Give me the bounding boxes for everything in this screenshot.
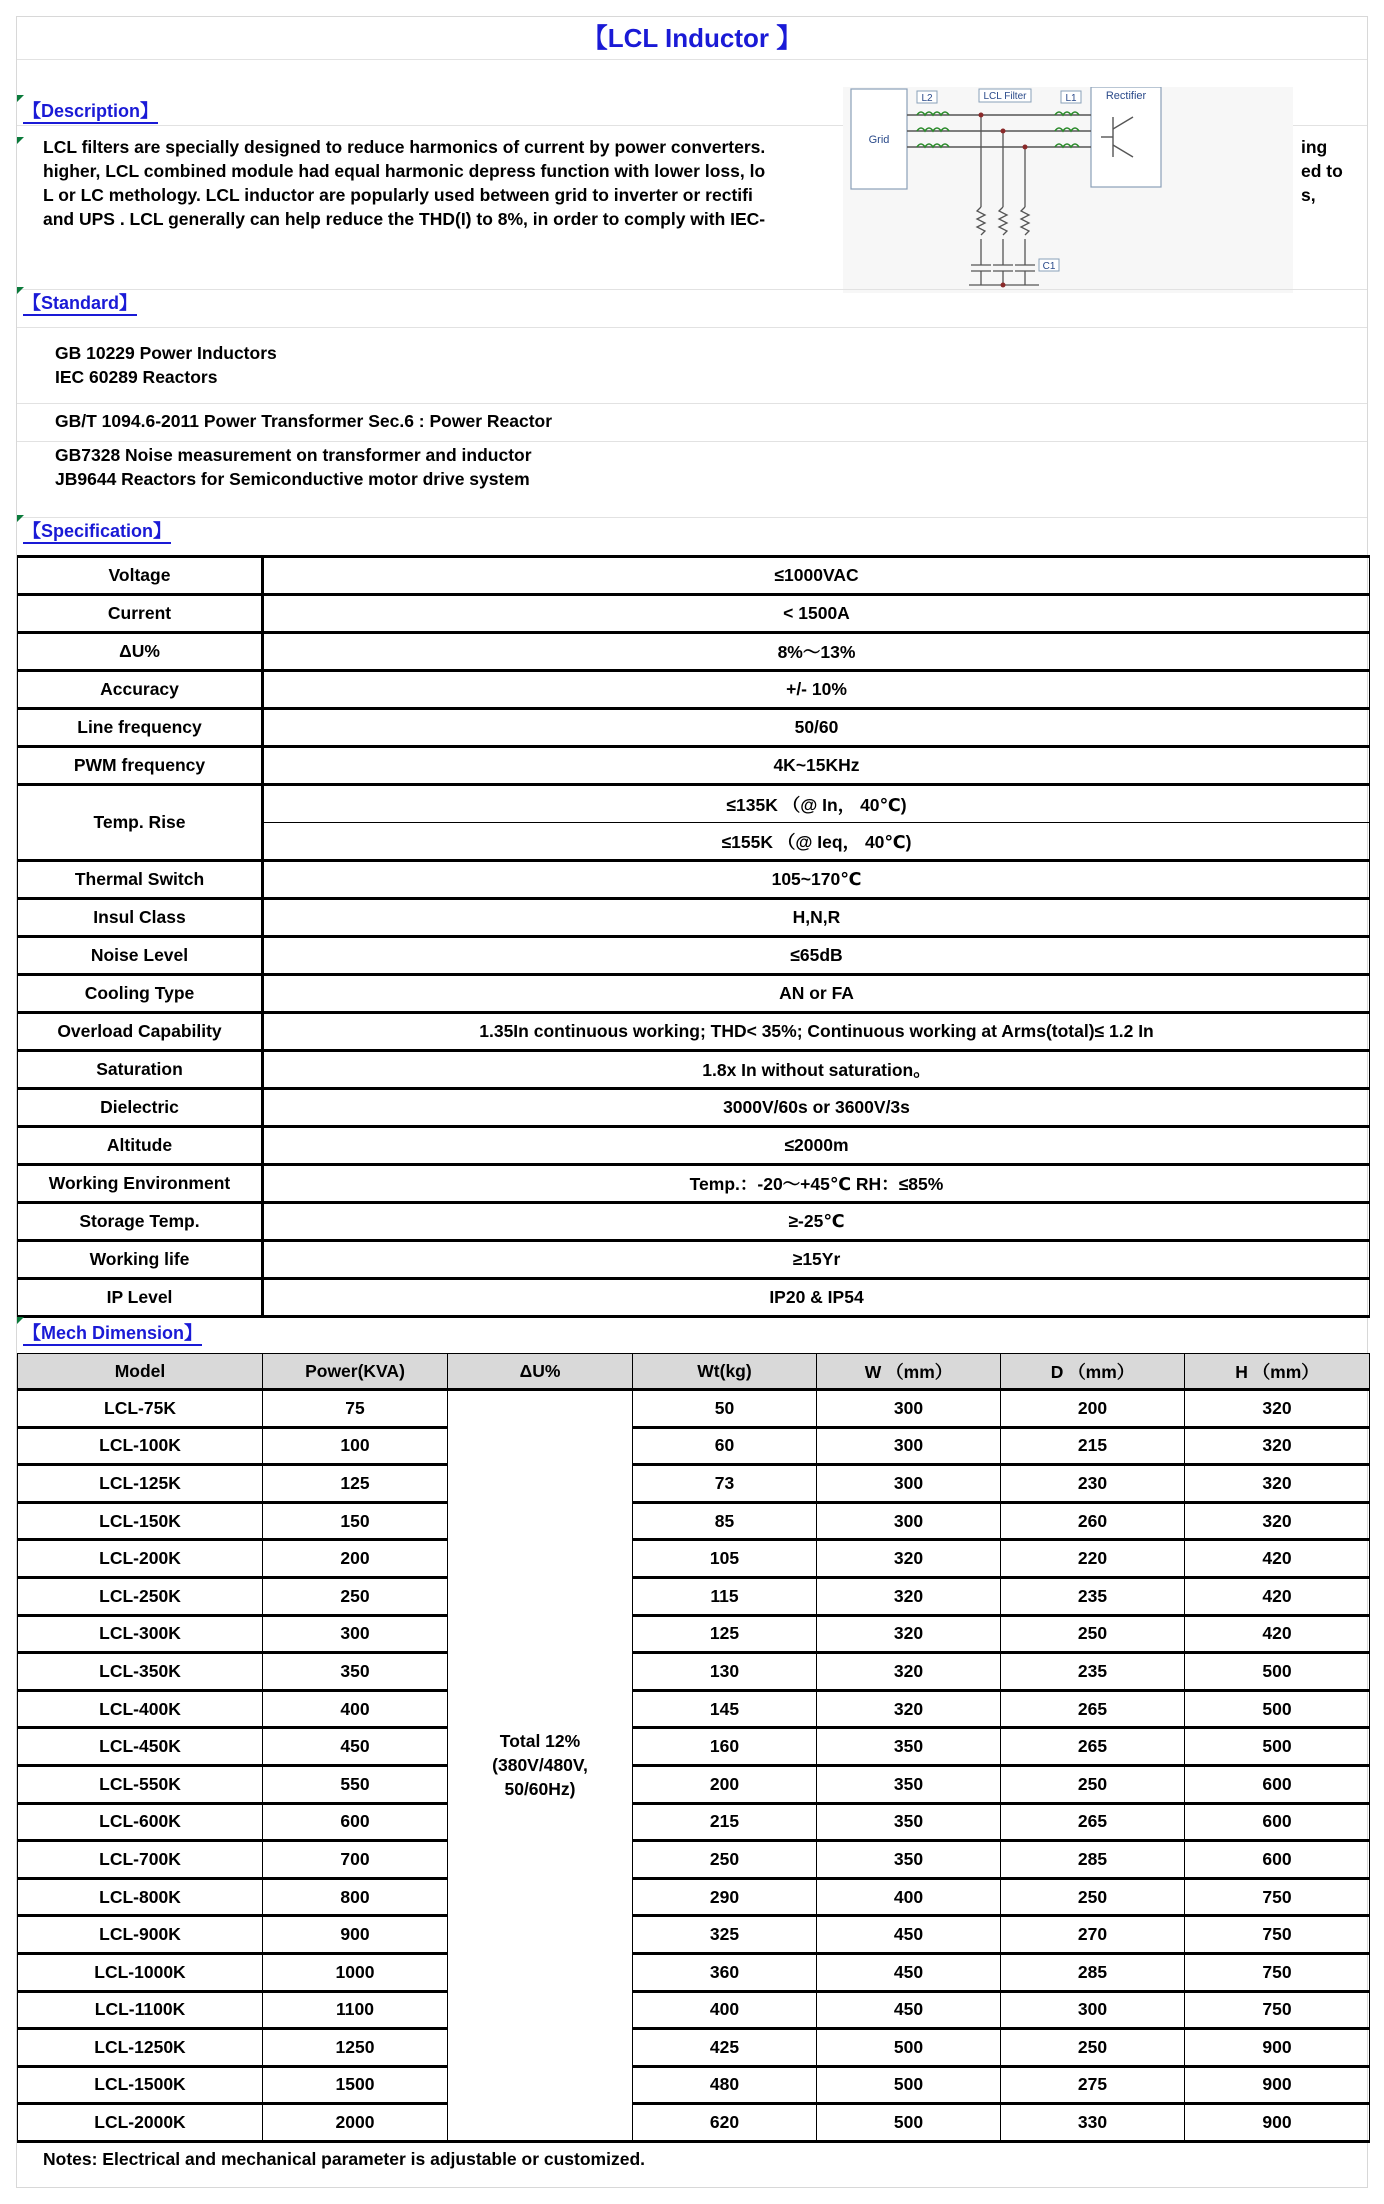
mech-height: 600 — [1185, 1841, 1370, 1879]
datasheet-page — [16, 16, 1368, 2188]
mech-height: 420 — [1185, 1615, 1370, 1653]
spec-value: ≤135K （@ In， 40℃) — [263, 785, 1370, 823]
spec-row — [18, 861, 1370, 899]
section-marker-icon — [17, 95, 24, 102]
mech-height: 320 — [1185, 1465, 1370, 1503]
mech-depth: 265 — [1001, 1728, 1185, 1766]
diagram-background — [843, 87, 1293, 293]
section-marker-icon — [17, 515, 24, 522]
mech-model: LCL-100K — [18, 1427, 263, 1465]
spec-row — [18, 975, 1370, 1013]
table-row — [18, 1390, 1370, 1428]
mech-model: LCL-550K — [18, 1765, 263, 1803]
mech-width: 350 — [817, 1803, 1001, 1841]
mech-power: 600 — [263, 1803, 448, 1841]
mech-width: 320 — [817, 1615, 1001, 1653]
mech-model: LCL-1500K — [18, 2066, 263, 2104]
mech-depth: 265 — [1001, 1690, 1185, 1728]
notes-text: Notes: Electrical and mechanical parameter is adjustable or customized. — [43, 2149, 646, 2169]
spec-row — [18, 709, 1370, 747]
mech-height: 900 — [1185, 2104, 1370, 2142]
spec-label: Working life — [18, 1241, 263, 1279]
description-overflow-line: ing — [1301, 137, 1328, 157]
mech-width: 300 — [817, 1390, 1001, 1428]
spec-row — [18, 1279, 1370, 1317]
mech-model: LCL-200K — [18, 1540, 263, 1578]
mech-model: LCL-400K — [18, 1690, 263, 1728]
spec-row — [18, 1089, 1370, 1127]
c1-label: C1 — [1042, 261, 1056, 272]
mech-height: 900 — [1185, 2029, 1370, 2067]
spec-value: 4K~15KHz — [263, 747, 1370, 785]
mech-depth: 265 — [1001, 1803, 1185, 1841]
mech-depth: 200 — [1001, 1390, 1185, 1428]
section-specification-heading: 【Specification】 — [17, 517, 171, 543]
section-description-heading: 【Description】 — [17, 97, 158, 123]
lcl-circuit-diagram — [843, 87, 1293, 293]
mech-power: 300 — [263, 1615, 448, 1653]
mech-model: LCL-700K — [18, 1841, 263, 1879]
mech-weight: 60 — [633, 1427, 817, 1465]
spec-row — [18, 747, 1370, 785]
spec-row — [18, 1241, 1370, 1279]
spec-row — [18, 1051, 1370, 1089]
table-row — [18, 1953, 1370, 1991]
mech-column-header: D （mm） — [1001, 1354, 1185, 1390]
mech-height: 320 — [1185, 1502, 1370, 1540]
mech-header-row — [18, 1354, 1370, 1390]
mech-weight: 115 — [633, 1577, 817, 1615]
spec-value: 105~170℃ — [263, 861, 1370, 899]
mech-du-merged: Total 12% (380V/480V, 50/60Hz) — [448, 1390, 633, 2142]
mech-depth: 260 — [1001, 1502, 1185, 1540]
spec-value: ≤1000VAC — [263, 557, 1370, 595]
mech-weight: 480 — [633, 2066, 817, 2104]
mech-weight: 290 — [633, 1878, 817, 1916]
mech-width: 350 — [817, 1765, 1001, 1803]
mech-power: 1250 — [263, 2029, 448, 2067]
l1-label: L1 — [1065, 93, 1077, 104]
spec-value: < 1500A — [263, 595, 1370, 633]
spec-value: Temp.：-20～+45℃ RH：≤85% — [263, 1165, 1370, 1203]
mech-power: 1100 — [263, 1991, 448, 2029]
mech-model: LCL-800K — [18, 1878, 263, 1916]
table-row — [18, 1765, 1370, 1803]
mech-column-header: H （mm） — [1185, 1354, 1370, 1390]
spec-value: ≤65dB — [263, 937, 1370, 975]
spec-label: Current — [18, 595, 263, 633]
specification-table — [17, 555, 1370, 1318]
mech-power: 800 — [263, 1878, 448, 1916]
mech-depth: 275 — [1001, 2066, 1185, 2104]
l2-label: L2 — [921, 93, 933, 104]
section-marker-icon — [17, 287, 24, 294]
mech-height: 900 — [1185, 2066, 1370, 2104]
spec-value: 1.8x In without saturation。 — [263, 1051, 1370, 1089]
mech-model: LCL-1100K — [18, 1991, 263, 2029]
mech-depth: 330 — [1001, 2104, 1185, 2142]
spec-label: Line frequency — [18, 709, 263, 747]
mech-weight: 425 — [633, 2029, 817, 2067]
spec-row — [18, 1203, 1370, 1241]
mech-model: LCL-350K — [18, 1653, 263, 1691]
divider — [17, 403, 1367, 404]
mech-weight: 250 — [633, 1841, 817, 1879]
mech-depth: 250 — [1001, 1615, 1185, 1653]
standard-item: GB7328 Noise measurement on transformer and inductor — [55, 445, 532, 465]
mech-weight: 215 — [633, 1803, 817, 1841]
spec-row — [18, 557, 1370, 595]
section-marker-icon — [17, 137, 24, 144]
mech-power: 700 — [263, 1841, 448, 1879]
mech-power: 400 — [263, 1690, 448, 1728]
mech-model: LCL-900K — [18, 1916, 263, 1954]
table-row — [18, 1502, 1370, 1540]
mech-model: LCL-300K — [18, 1615, 263, 1653]
mech-depth: 235 — [1001, 1653, 1185, 1691]
mech-column-header: W （mm） — [817, 1354, 1001, 1390]
mech-power: 250 — [263, 1577, 448, 1615]
table-row — [18, 1540, 1370, 1578]
mech-height: 420 — [1185, 1540, 1370, 1578]
mech-depth: 250 — [1001, 2029, 1185, 2067]
mech-weight: 200 — [633, 1765, 817, 1803]
standard-item: GB 10229 Power Inductors — [55, 343, 277, 363]
mech-width: 350 — [817, 1728, 1001, 1766]
mech-width: 320 — [817, 1653, 1001, 1691]
table-row — [18, 2066, 1370, 2104]
divider — [17, 327, 1367, 328]
mech-depth: 285 — [1001, 1953, 1185, 1991]
spec-row — [18, 1013, 1370, 1051]
mech-height: 750 — [1185, 1916, 1370, 1954]
spec-value: 3000V/60s or 3600V/3s — [263, 1089, 1370, 1127]
mech-width: 320 — [817, 1690, 1001, 1728]
mech-power: 550 — [263, 1765, 448, 1803]
grid-label: Grid — [868, 134, 890, 146]
mech-width: 500 — [817, 2029, 1001, 2067]
mech-model: LCL-2000K — [18, 2104, 263, 2142]
mech-height: 750 — [1185, 1953, 1370, 1991]
mech-dimension-table — [17, 1353, 1370, 2143]
mech-width: 320 — [817, 1540, 1001, 1578]
description-line: L or LC methology. LCL inductor are popularly used between grid to inverter or rectifi — [43, 185, 753, 205]
section-marker-icon — [17, 1317, 24, 1324]
standard-item: IEC 60289 Reactors — [55, 367, 218, 387]
mech-power: 350 — [263, 1653, 448, 1691]
mech-weight: 325 — [633, 1916, 817, 1954]
spec-label: Temp. Rise — [18, 785, 263, 861]
table-row — [18, 1577, 1370, 1615]
spec-row — [18, 633, 1370, 671]
mech-depth: 250 — [1001, 1765, 1185, 1803]
rectifier-label: Rectifier — [1105, 90, 1147, 102]
divider — [17, 441, 1367, 442]
mech-weight: 85 — [633, 1502, 817, 1540]
mech-model: LCL-1000K — [18, 1953, 263, 1991]
spec-label: Overload Capability — [18, 1013, 263, 1051]
table-row — [18, 1878, 1370, 1916]
mech-height: 420 — [1185, 1577, 1370, 1615]
mech-power: 100 — [263, 1427, 448, 1465]
spec-label: Dielectric — [18, 1089, 263, 1127]
mech-width: 450 — [817, 1953, 1001, 1991]
spec-row — [18, 595, 1370, 633]
divider — [17, 517, 1367, 518]
mech-weight: 620 — [633, 2104, 817, 2142]
spec-value: ≥-25℃ — [263, 1203, 1370, 1241]
mech-weight: 145 — [633, 1690, 817, 1728]
spec-row — [18, 1165, 1370, 1203]
mech-weight: 360 — [633, 1953, 817, 1991]
mech-width: 500 — [817, 2104, 1001, 2142]
spec-value: ≤155K （@ Ieq， 40℃) — [263, 823, 1370, 861]
mech-width: 300 — [817, 1427, 1001, 1465]
mech-depth: 250 — [1001, 1878, 1185, 1916]
description-line: LCL filters are specially designed to reduce harmonics of current by power converters. — [43, 137, 766, 157]
mech-depth: 270 — [1001, 1916, 1185, 1954]
spec-label: Cooling Type — [18, 975, 263, 1013]
mech-power: 200 — [263, 1540, 448, 1578]
mech-depth: 285 — [1001, 1841, 1185, 1879]
spec-value: 8%～13% — [263, 633, 1370, 671]
mech-height: 750 — [1185, 1878, 1370, 1916]
spec-label: Thermal Switch — [18, 861, 263, 899]
mech-height: 500 — [1185, 1653, 1370, 1691]
mech-height: 600 — [1185, 1765, 1370, 1803]
mech-weight: 125 — [633, 1615, 817, 1653]
mech-power: 2000 — [263, 2104, 448, 2142]
mech-depth: 235 — [1001, 1577, 1185, 1615]
mech-power: 125 — [263, 1465, 448, 1503]
spec-value: +/- 10% — [263, 671, 1370, 709]
spec-value: IP20 & IP54 — [263, 1279, 1370, 1317]
mech-model: LCL-450K — [18, 1728, 263, 1766]
mech-width: 320 — [817, 1577, 1001, 1615]
mech-weight: 105 — [633, 1540, 817, 1578]
spec-value: 50/60 — [263, 709, 1370, 747]
mech-height: 500 — [1185, 1728, 1370, 1766]
table-row — [18, 1728, 1370, 1766]
spec-label: Voltage — [18, 557, 263, 595]
mech-column-header: Wt(kg) — [633, 1354, 817, 1390]
description-overflow — [1301, 135, 1343, 207]
table-row — [18, 1427, 1370, 1465]
mech-model: LCL-1250K — [18, 2029, 263, 2067]
mech-model: LCL-75K — [18, 1390, 263, 1428]
mech-weight: 130 — [633, 1653, 817, 1691]
spec-row — [18, 671, 1370, 709]
mech-depth: 230 — [1001, 1465, 1185, 1503]
spec-label: ΔU% — [18, 633, 263, 671]
mech-weight: 160 — [633, 1728, 817, 1766]
mech-model: LCL-125K — [18, 1465, 263, 1503]
spec-value: 1.35In continuous working; THD< 35%; Continuous working at Arms(total)≤ 1.2 In — [263, 1013, 1370, 1051]
spec-label: Saturation — [18, 1051, 263, 1089]
lcl-filter-label: LCL Filter — [983, 91, 1027, 102]
mech-height: 750 — [1185, 1991, 1370, 2029]
mech-height: 600 — [1185, 1803, 1370, 1841]
description-line: higher, LCL combined module had equal harmonic depress function with lower loss, lo — [43, 161, 766, 181]
mech-width: 450 — [817, 1916, 1001, 1954]
page-title: 【LCL Inductor 】 — [17, 17, 1367, 60]
section-standard-heading: 【Standard】 — [17, 289, 137, 315]
mech-weight: 50 — [633, 1390, 817, 1428]
mech-column-header: Power(KVA) — [263, 1354, 448, 1390]
standard-item: GB/T 1094.6-2011 Power Transformer Sec.6 : Power Reactor — [55, 411, 553, 431]
spec-label: Working Environment — [18, 1165, 263, 1203]
table-row — [18, 2029, 1370, 2067]
mech-power: 900 — [263, 1916, 448, 1954]
mech-power: 450 — [263, 1728, 448, 1766]
table-row — [18, 1991, 1370, 2029]
spec-row — [18, 937, 1370, 975]
spec-label: Altitude — [18, 1127, 263, 1165]
spec-row — [18, 1127, 1370, 1165]
mech-depth: 220 — [1001, 1540, 1185, 1578]
mech-width: 500 — [817, 2066, 1001, 2104]
table-row — [18, 1916, 1370, 1954]
spec-label: IP Level — [18, 1279, 263, 1317]
mech-width: 450 — [817, 1991, 1001, 2029]
mech-model: LCL-250K — [18, 1577, 263, 1615]
table-row — [18, 1841, 1370, 1879]
description-line: and UPS . LCL generally can help reduce the THD(I) to 8%, in order to comply with IEC- — [43, 209, 766, 229]
spec-label: Storage Temp. — [18, 1203, 263, 1241]
table-row — [18, 1803, 1370, 1841]
divider — [17, 289, 1367, 290]
mech-height: 500 — [1185, 1690, 1370, 1728]
mech-height: 320 — [1185, 1390, 1370, 1428]
mech-model: LCL-150K — [18, 1502, 263, 1540]
spec-value: AN or FA — [263, 975, 1370, 1013]
spec-label: Insul Class — [18, 899, 263, 937]
standard-item: JB9644 Reactors for Semiconductive motor drive system — [55, 469, 530, 489]
spec-value: ≥15Yr — [263, 1241, 1370, 1279]
table-row — [18, 1615, 1370, 1653]
mech-power: 1000 — [263, 1953, 448, 1991]
description-overflow-line: s, — [1301, 185, 1316, 205]
mech-depth: 215 — [1001, 1427, 1185, 1465]
spec-row — [18, 899, 1370, 937]
mech-width: 300 — [817, 1502, 1001, 1540]
mech-width: 400 — [817, 1878, 1001, 1916]
section-mech-heading: 【Mech Dimension】 — [17, 1319, 202, 1345]
table-row — [18, 1465, 1370, 1503]
mech-width: 350 — [817, 1841, 1001, 1879]
description-overflow-line: ed to — [1301, 161, 1343, 181]
table-row — [18, 1653, 1370, 1691]
mech-model: LCL-600K — [18, 1803, 263, 1841]
spec-value: ≤2000m — [263, 1127, 1370, 1165]
mech-column-header: Model — [18, 1354, 263, 1390]
spec-label: PWM frequency — [18, 747, 263, 785]
spec-value: H,N,R — [263, 899, 1370, 937]
mech-width: 300 — [817, 1465, 1001, 1503]
spec-label: Noise Level — [18, 937, 263, 975]
table-row — [18, 1690, 1370, 1728]
mech-power: 150 — [263, 1502, 448, 1540]
spec-row — [18, 785, 1370, 823]
mech-column-header: ΔU% — [448, 1354, 633, 1390]
mech-weight: 400 — [633, 1991, 817, 2029]
mech-weight: 73 — [633, 1465, 817, 1503]
mech-depth: 300 — [1001, 1991, 1185, 2029]
mech-power: 75 — [263, 1390, 448, 1428]
mech-power: 1500 — [263, 2066, 448, 2104]
spec-label: Accuracy — [18, 671, 263, 709]
mech-height: 320 — [1185, 1427, 1370, 1465]
table-row — [18, 2104, 1370, 2142]
